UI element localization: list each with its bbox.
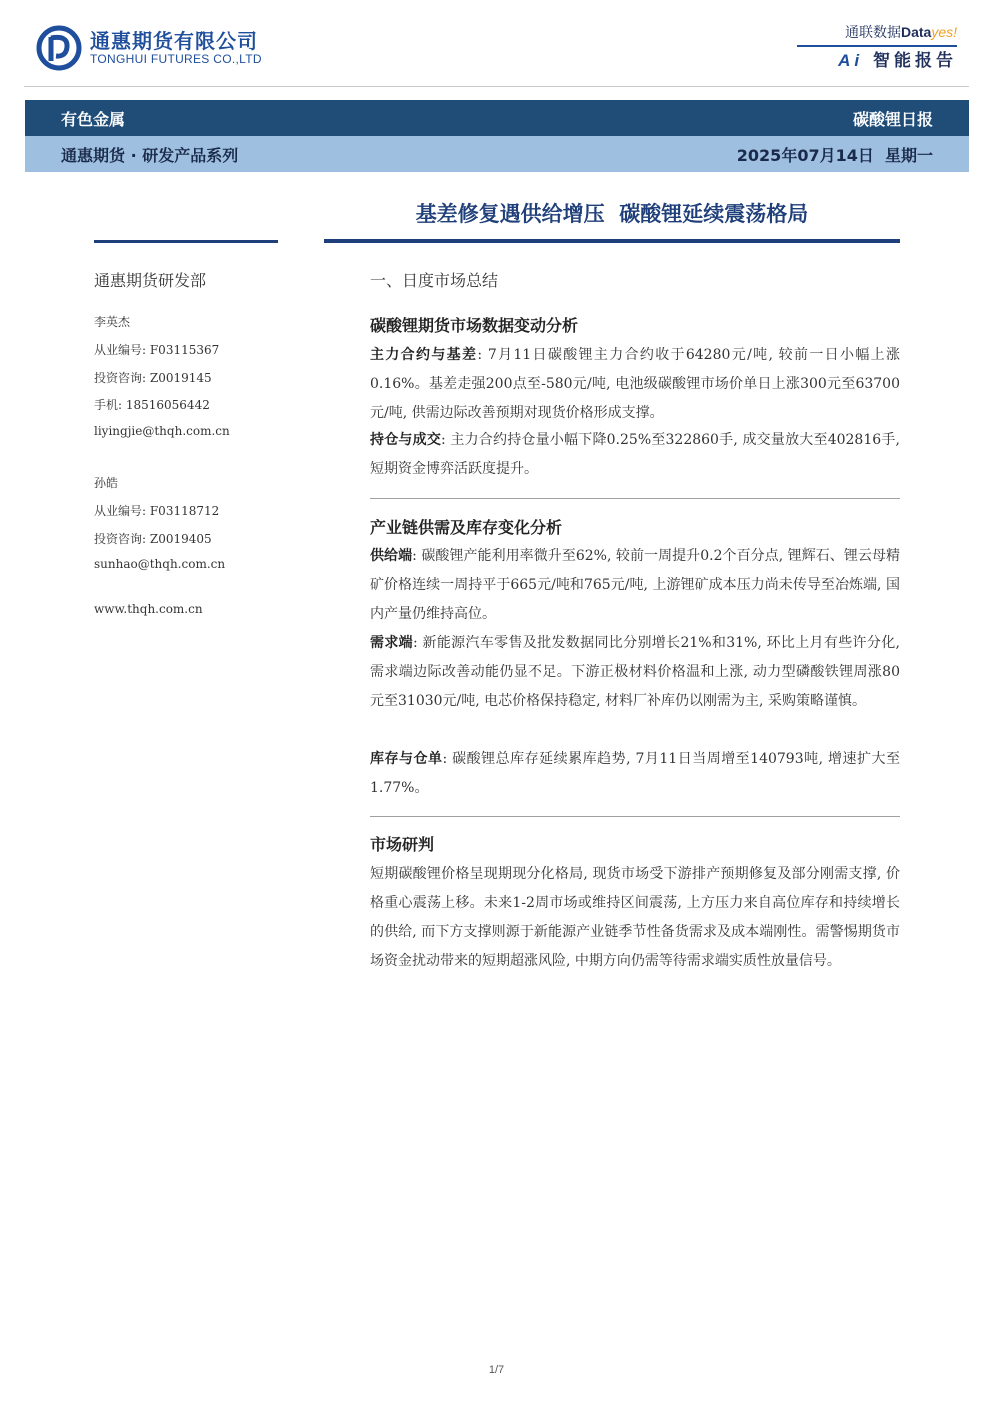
paragraph-label: 供给端: [370, 548, 413, 564]
analyst-name: 孙皓: [94, 476, 119, 490]
header-divider: [24, 86, 969, 87]
report-date: 2025年07月14日 星期一: [736, 145, 933, 165]
futures-analysis-title: 碳酸锂期货市场数据变动分析: [370, 316, 579, 335]
analyst-license: 从业编号: F03118712: [94, 504, 220, 518]
datayes-logo: [757, 22, 957, 74]
paragraph-label: 库存与仓单: [370, 751, 443, 767]
ai-icon: Ai: [838, 51, 864, 70]
paragraph-text: : 主力合约持仓量小幅下降0.25%至322860手, 成交量放大至402816手, 短期资金博弈活跃度提升。: [370, 432, 901, 477]
company-name-cn: 通惠期货有限公司: [90, 29, 258, 53]
department-name: 通惠期货研发部: [94, 271, 207, 290]
position-volume-paragraph: [370, 426, 900, 484]
ai-report-label: 智能报告: [873, 51, 957, 71]
analyst-license: 从业编号: F03115367: [94, 343, 220, 357]
datayes-brand: Data: [900, 24, 932, 40]
market-outlook-paragraph: 短期碳酸锂价格呈现期现分化格局, 现货市场受下游排产预期修复及部分刚需支撑, 价格重心震荡上移。未来1-2周市场或维持区间震荡, 上方压力来自高位库存和持续增长的供给, 而下方支撑则源于新能源产业链季节性备货需求及成本端刚性。需警惕期货市场资金扰动带来的短期超涨风险, 中期方向仍需等待需求端实质性放量信号。: [370, 866, 900, 969]
series-banner: [25, 136, 969, 172]
paragraph-label: 需求端: [370, 635, 413, 651]
company-logo: [36, 24, 276, 72]
title-underline: [324, 239, 900, 243]
logo-divider: [797, 45, 957, 47]
datayes-prefix: 通联数据: [844, 25, 901, 41]
paragraph-label: 持仓与成交: [370, 432, 442, 448]
section-heading: 一、日度市场总结: [370, 271, 499, 290]
supply-demand-title: 产业链供需及库存变化分析: [370, 518, 563, 537]
analyst-email-link[interactable]: sunhao@thqh.com.cn: [94, 557, 226, 571]
paragraph-text: : 碳酸锂产能利用率微升至62%, 较前一周提升0.2个百分点, 锂辉石、锂云母精矿价格连续一周持平于665元/吨和765元/吨, 上游锂矿成本压力尚未传导至冶炼端, 国内产量仍维持高位。: [370, 548, 900, 622]
paragraph-text: : 碳酸锂总库存延续累库趋势, 7月11日当周增至140793吨, 增速扩大至1.77%。: [370, 751, 900, 796]
analyst-consult-id: 投资咨询: Z0019145: [94, 371, 212, 385]
category-banner: [25, 100, 969, 136]
paragraph-label: 主力合约与基差: [370, 347, 478, 363]
supply-paragraph: [370, 542, 900, 629]
website-link[interactable]: www.thqh.com.cn: [94, 602, 203, 616]
category-label: 有色金属: [61, 109, 126, 129]
datayes-yes: yes!: [931, 24, 957, 40]
market-outlook-title: 市场研判: [370, 835, 435, 854]
demand-paragraph: [370, 629, 900, 716]
section-divider: [370, 816, 900, 817]
company-name-en: TONGHUI FUTURES CO.,LTD: [90, 52, 262, 66]
analyst-phone: 手机: 18516056442: [94, 398, 210, 412]
paragraph-text: : 新能源汽车零售及批发数据同比分别增长21%和31%, 环比上月有些许分化, 需求端边际改善动能仍显不足。下游正极材料价格温和上涨, 动力型磷酸铁锂周涨80元至31030元/吨, 电芯价格保持稳定, 材料厂补库仍以刚需为主, 采购策略谨慎。: [370, 635, 900, 709]
company-logo-icon: [36, 25, 82, 71]
analyst-consult-id: 投资咨询: Z0019405: [94, 532, 212, 546]
inventory-paragraph: [370, 745, 900, 803]
futures-contract-paragraph: [370, 341, 900, 428]
sidebar-underline: [94, 240, 278, 243]
analyst-name: 李英杰: [94, 315, 131, 329]
section-divider: [370, 498, 900, 499]
page-number: 1/7: [488, 1364, 505, 1376]
analyst-email-link[interactable]: liyingjie@thqh.com.cn: [94, 424, 230, 438]
report-title: 基差修复遇供给增压 碳酸锂延续震荡格局: [415, 202, 809, 226]
paragraph-text: : 7月11日碳酸锂主力合约收于64280元/吨, 较前一日小幅上涨0.16%。基差走强200点至-580元/吨, 电池级碳酸锂市场价单日上涨300元至63700元/吨, 供需边际改善预期对现货价格形成支撑。: [370, 347, 900, 421]
report-type-label: 碳酸锂日报: [852, 109, 933, 129]
series-label: 通惠期货 · 研发产品系列: [61, 145, 239, 165]
